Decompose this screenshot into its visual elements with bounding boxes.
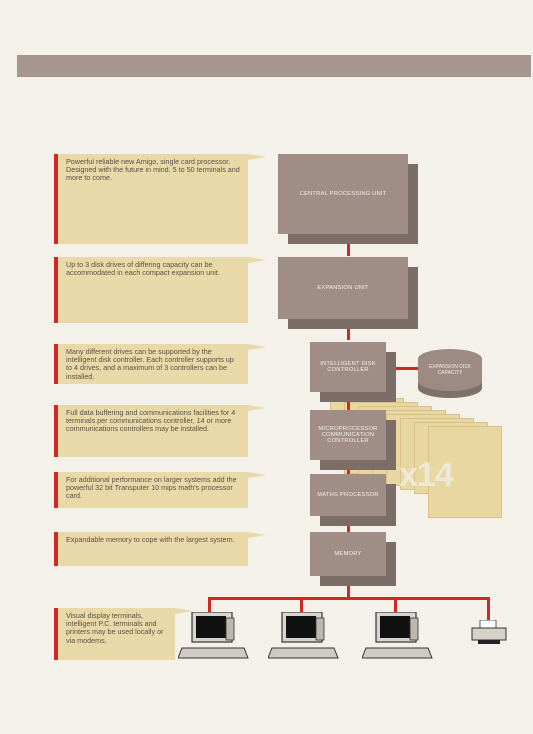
bus-drop [300,597,303,613]
callout-comm-controller-text: Full data buffering and communications facilities for 4 terminals per communications controller, 14 or more communications controllers may be installed. [58,405,248,457]
bus-drop [208,597,211,613]
multiplier-label: x14 [399,456,453,494]
expansion-unit-block: EXPANSION UNIT [278,257,408,319]
disk-controller-block: INTELLIGENT DISK CONTROLLER [310,342,386,392]
callout-math-text: For additional performance on larger systems add the powerful 32 bit Transputer 10 mips math's processor card. [58,472,248,508]
callout-expansion-text: Up to 3 disk drives of differing capacity can be accommodated in each compact expansion unit. [58,257,248,323]
bus-drop [394,597,397,613]
connector [347,320,350,340]
connector [347,460,350,475]
memory-block: MEMORY [310,532,386,576]
terminal-icon [268,612,340,662]
terminal-icon [178,612,250,662]
math-processor-block: MATHS PROCESSOR [310,474,386,516]
printer-icon [470,620,510,646]
connector [347,236,350,256]
terminal-icon [362,612,434,662]
disk-capacity-cylinder: EXPANSION DISK CAPACITY [418,349,482,391]
cpu-block: CENTRAL PROCESSING UNIT [278,154,408,234]
connector [347,395,350,410]
callout-terminals-text: Visual display terminals, intelligent P.C. terminals and printers may be used locally or via modems. [58,608,175,660]
comm-controller-block: MICROPROCESSOR COMMUNICATION CONTROLLER [310,410,386,460]
connector [347,517,350,532]
disk-link [388,367,418,370]
top-header-bar [17,55,531,77]
callout-memory-text: Expandable memory to cope with the largest system. [58,532,248,566]
bus-line [208,597,490,600]
callout-disk-controller-text: Many different drives can be supported by the intelligent disk controller. Each controller supports up to 4 drives, and a maximum of 3 controllers can be installed. [58,344,248,384]
connector [347,578,350,598]
callout-cpu-text: Powerful reliable new Amigo, single card processor. Designed with the future in mind. 5 to 50 terminals and more to come. [58,154,248,244]
